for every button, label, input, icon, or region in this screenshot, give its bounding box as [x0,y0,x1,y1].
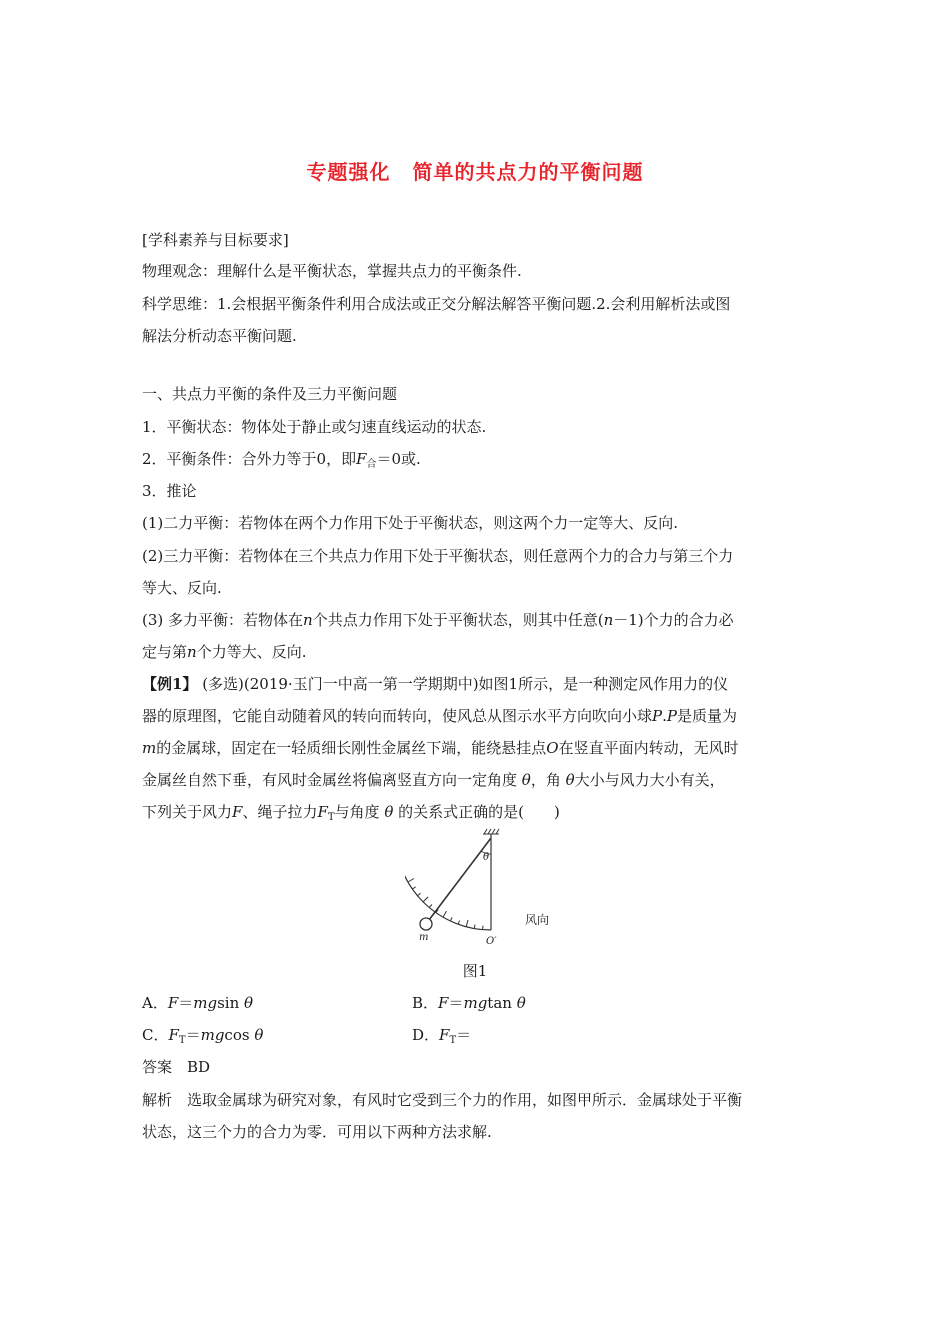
scale-tick [423,897,428,902]
option-a-eq: ＝ [178,994,194,1012]
option-b-theta: θ [516,994,526,1012]
option-a-mg: mg [193,994,218,1012]
option-c-letter: C． [142,1026,169,1044]
n-symbol: n [187,643,197,661]
option-b [412,992,526,1014]
n-symbol: n [603,611,614,629]
n-symbol: n [303,611,313,629]
example-text-5d: 的关系式正确的是( ) [398,803,560,821]
example-line-1 [142,673,822,695]
option-c-mg: mg [200,1026,225,1044]
option-c-f: F [168,1026,179,1044]
sci-thinking-line-1: 科学思维：1.会根据平衡条件利用合成法或正交分解法解答平衡问题.2.会利用解析法或图 [142,295,731,313]
f-symbol: F [232,803,243,821]
ceiling-hatch [483,829,499,834]
scale-tick [458,921,459,925]
theta-symbol: θ [521,771,531,789]
sci-thinking-line-2: 解法分析动态平衡问题. [142,327,297,345]
option-a-fn: sin [217,994,245,1012]
title-part-1: 专题强化 [306,160,391,184]
ft-symbol: F [317,803,328,821]
scale-tick [466,920,468,927]
option-d-f: F [439,1026,450,1044]
c3b-text-a: 定与第 [142,643,188,661]
o-prime-label: O′ [486,936,497,946]
example-text-3a: 的金属球，固定在一轻质细长刚性金属丝下端，能绕悬挂点 [156,739,547,757]
option-a-theta: θ [244,994,254,1012]
example-text-3b: 在竖直平面内转动，无风时 [558,739,739,757]
option-c-theta: θ [254,1026,264,1044]
ft-subscript: T [327,812,335,823]
analysis-line-1: 解析 选取金属球为研究对象，有风时它受到三个力的作用，如图甲所示．金属球处于平衡 [142,1091,743,1109]
option-d-letter: D． [412,1026,440,1044]
wind-meter-figure [405,826,575,946]
example-text-4b: ，角 [530,771,561,789]
analysis-line-2: 状态，这三个力的合力为零．可用以下两种方法求解. [142,1123,492,1141]
metal-rod [429,838,491,920]
c3-text-b: 个共点力作用下处于平衡状态，则其中任意( [312,611,604,629]
example-label: 【例1】 [142,675,198,693]
example-text-2c: 是质量为 [676,707,737,725]
physics-concept: 物理观念：理解什么是平衡状态，掌握共点力的平衡条件. [142,262,522,280]
m-symbol: m [142,739,157,757]
option-d-eq: ＝ [456,1026,472,1044]
item-2-tail: ＝0或. [376,450,421,468]
option-d-sub: T [449,1035,457,1046]
p-symbol: P [652,707,663,725]
arc-scale [405,834,491,930]
option-c-eq: ＝ [185,1026,201,1044]
corollary-3-line-1 [142,609,822,631]
corollary-2-line-2: 等大、反向. [142,579,222,597]
example-line-3 [142,737,822,759]
m-label: m [419,932,429,943]
title-part-2: 简单的共点力的平衡问题 [412,160,644,184]
wind-direction-label: 风向 [525,913,550,927]
item-3: 3．推论 [142,482,197,500]
item-2-text: 2．平衡条件：合外力等于0，即 [142,450,357,468]
example-text-5a: 下列关于风力 [142,803,233,821]
scale-tick [450,917,452,921]
example-text-5c: 与角度 [334,803,380,821]
page-title [0,156,950,185]
answer: 答案 BD [142,1058,211,1076]
goals-heading: [学科素养与目标要求] [142,231,289,249]
option-b-mg: mg [463,994,488,1012]
scale-tick [418,893,421,896]
o-symbol: O [546,739,559,757]
scale-tick [474,925,475,929]
corollary-2-line-1: (2)三力平衡：若物体在三个共点力作用下处于平衡状态，则任意两个力的合力与第三个力 [142,547,734,565]
scale-tick [443,911,447,917]
theta-label: θ [483,852,490,863]
option-b-f: F [438,994,449,1012]
example-text-2b: . [662,707,667,725]
example-line-5 [142,801,822,829]
option-b-letter: B． [412,994,439,1012]
item-1: 1．平衡状态：物体处于静止或匀速直线运动的状态. [142,418,487,436]
example-text-1: (多选)(2019·玉门一中高一第一学期期中)如图1所示，是一种测定风作用力的仪 [197,675,729,693]
force-symbol: F [356,450,367,468]
c3b-text-b: 个力等大、反向. [196,643,307,661]
option-c [142,1024,263,1052]
scale-tick [408,879,414,883]
p-symbol: P [666,707,677,725]
example-text-4c: 大小与风力大小有关， [574,771,725,789]
theta-symbol: θ [384,803,394,821]
option-a-f: F [167,994,179,1012]
item-2 [142,448,822,476]
option-a [142,992,253,1014]
metal-ball [420,918,432,930]
option-c-sub: T [178,1035,186,1046]
force-subscript: 合 [366,459,377,470]
corollary-3-line-2 [142,641,822,663]
corollary-1: (1)二力平衡：若物体在两个力作用下处于平衡状态，则这两个力一定等大、反向. [142,514,679,532]
scale-tick [429,905,432,908]
example-text-5b: 、绳子拉力 [242,803,318,821]
option-d [412,1024,471,1052]
example-text-4a: 金属丝自然下垂，有风时金属丝将偏离竖直方向一定角度 [142,771,518,789]
section-heading: 一、共点力平衡的条件及三力平衡问题 [142,385,398,403]
scale-tick [412,887,415,889]
example-line-4 [142,769,822,791]
option-a-letter: A． [142,994,168,1012]
example-text-2a: 器的原理图，它能自动随着风的转向而转向，使风总从图示水平方向吹向小球 [142,707,653,725]
figure-caption: 图1 [462,962,488,980]
example-line-2 [142,705,822,727]
c3-text-a: (3) 多力平衡：若物体在 [142,611,304,629]
theta-symbol: θ [565,771,575,789]
option-b-eq: ＝ [448,994,464,1012]
option-b-fn: tan [487,994,517,1012]
option-c-fn: cos [224,1026,255,1044]
c3-text-c: －1)个力的合力必 [613,611,734,629]
